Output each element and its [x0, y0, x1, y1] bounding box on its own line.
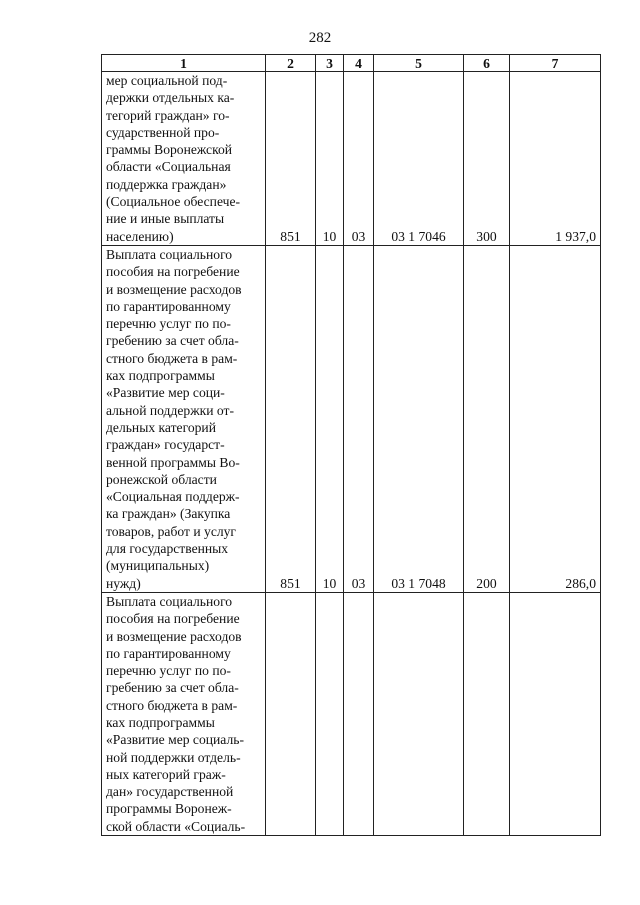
target-article-cell: 03 1 7048 [374, 245, 464, 592]
description-line: стного бюджета в рам- [106, 350, 238, 366]
description-line: и возмещение расходов [106, 281, 242, 297]
description-line: товаров, работ и услуг [106, 523, 237, 539]
expense-type-cell: 200 [464, 245, 510, 592]
description-line: ние и иные выплаты [106, 211, 225, 227]
column-header-5: 5 [374, 55, 464, 72]
description-line: перечню услуг по по- [106, 663, 231, 679]
description-line: нужд) [106, 575, 141, 591]
admin-code-cell: 851 [266, 72, 316, 246]
column-header-2: 2 [266, 55, 316, 72]
description-line: по гарантированному [106, 645, 231, 661]
description-line: области «Социальная [106, 159, 231, 175]
row-description [102, 592, 266, 835]
description-line: ской области «Социаль- [106, 818, 246, 834]
description-line: граждан» государст- [106, 437, 225, 453]
description-line: ронежской области [106, 471, 217, 487]
description-line: сударственной про- [106, 124, 220, 140]
subsection-cell [344, 592, 374, 835]
budget-table [101, 54, 601, 836]
description-line: гребению за счет обла- [106, 333, 239, 349]
row-description [102, 245, 266, 592]
expense-type-cell: 300 [464, 72, 510, 246]
table-row [102, 245, 601, 592]
description-line: пособия на погребение [106, 264, 240, 280]
description-line: по гарантированному [106, 298, 231, 314]
description-line: венной программы Во- [106, 454, 240, 470]
subsection-cell: 03 [344, 72, 374, 246]
amount-cell [510, 592, 601, 835]
column-header-1: 1 [102, 55, 266, 72]
description-line: перечню услуг по по- [106, 316, 231, 332]
description-line: (Социальное обеспече- [106, 194, 241, 210]
table-row [102, 592, 601, 835]
table-row [102, 72, 601, 246]
section-cell: 10 [316, 245, 344, 592]
description-line: дан» государственной [106, 784, 234, 800]
description-line: стного бюджета в рам- [106, 697, 238, 713]
description-line: тегорий граждан» го- [106, 107, 230, 123]
description-line: держки отдельных ка- [106, 90, 235, 106]
target-article-cell: 03 1 7046 [374, 72, 464, 246]
description-line: ных категорий граж- [106, 766, 226, 782]
column-header-3: 3 [316, 55, 344, 72]
row-description [102, 72, 266, 246]
description-line: «Развитие мер социаль- [106, 732, 244, 748]
description-line: и возмещение расходов [106, 628, 242, 644]
column-header-7: 7 [510, 55, 601, 72]
section-cell [316, 592, 344, 835]
header-row [102, 55, 601, 72]
description-line: ной поддержки отдель- [106, 749, 241, 765]
description-line: мер социальной под- [106, 73, 228, 88]
description-line: Выплата социального [106, 593, 233, 609]
target-article-cell [374, 592, 464, 835]
description-line: Выплата социального [106, 246, 233, 262]
description-line: гребению за счет обла- [106, 680, 239, 696]
description-line: для государственных [106, 541, 229, 557]
section-cell: 10 [316, 72, 344, 246]
column-header-4: 4 [344, 55, 374, 72]
column-header-6: 6 [464, 55, 510, 72]
description-line: граммы Воронежской [106, 142, 233, 158]
page-number: 282 [308, 30, 332, 46]
description-line: программы Воронеж- [106, 801, 232, 817]
description-line: «Социальная поддерж- [106, 489, 240, 505]
expense-type-cell [464, 592, 510, 835]
description-line: поддержка граждан» [106, 176, 227, 192]
description-line: ках подпрограммы [106, 714, 215, 730]
description-line: альной поддержки от- [106, 402, 234, 418]
description-line: ка граждан» (Закупка [106, 506, 231, 522]
description-line: «Развитие мер соци- [106, 385, 225, 401]
description-line: населению) [106, 228, 174, 244]
description-line: (муниципальных) [106, 558, 210, 574]
description-line: ках подпрограммы [106, 368, 215, 384]
amount-cell: 1 937,0 [510, 72, 601, 246]
admin-code-cell: 851 [266, 245, 316, 592]
subsection-cell: 03 [344, 245, 374, 592]
amount-cell: 286,0 [510, 245, 601, 592]
admin-code-cell [266, 592, 316, 835]
description-line: пособия на погребение [106, 611, 240, 627]
description-line: дельных категорий [106, 419, 216, 435]
